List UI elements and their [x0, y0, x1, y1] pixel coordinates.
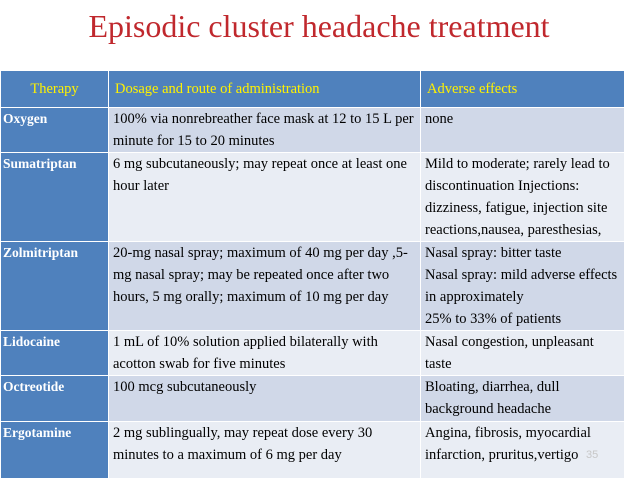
table-row: [1, 422, 625, 479]
therapy-cell: Octreotide: [1, 376, 109, 422]
header-adverse-effects: Adverse effects: [421, 71, 625, 108]
dosage-cell: 100% via nonrebreather face mask at 12 to 15 L per minute for 15 to 20 minutes: [109, 108, 421, 153]
table-row: [1, 376, 625, 422]
table-header-row: [1, 71, 625, 108]
adverse-effects-cell: Mild to moderate; rarely lead to discontinuation Injections: dizziness, fatigue, injection site reactions,nausea, paresthesias,: [421, 153, 625, 242]
treatment-table: [0, 70, 625, 479]
header-therapy: Therapy: [1, 71, 109, 108]
therapy-cell: Oxygen: [1, 108, 109, 153]
dosage-cell: 100 mcg subcutaneously: [109, 376, 421, 422]
dosage-cell: 1 mL of 10% solution applied bilaterally with acotton swab for five minutes: [109, 331, 421, 376]
dosage-cell: 6 mg subcutaneously; may repeat once at least one hour later: [109, 153, 421, 242]
slide-title: Episodic cluster headache treatment: [88, 8, 550, 44]
adverse-effects-cell: [421, 242, 625, 331]
adverse-effects-cell: Nasal congestion, unpleasant taste: [421, 331, 625, 376]
dosage-cell: 20-mg nasal spray; maximum of 40 mg per day ,5-mg nasal spray; may be repeated once after two hours, 5 mg orally; maximum of 10 mg per day: [109, 242, 421, 331]
adverse-effects-cell: Angina, fibrosis, myocardial infarction, pruritus,vertigo: [421, 422, 625, 479]
therapy-cell: Sumatriptan: [1, 153, 109, 242]
adverse-effect-line: 25% to 33% of patients: [425, 311, 562, 327]
dosage-cell: 2 mg sublingually, may repeat dose every 30 minutes to a maximum of 6 mg per day: [109, 422, 421, 479]
adverse-effects-cell: Bloating, diarrhea, dull background headache: [421, 376, 625, 422]
table-row: [1, 242, 625, 331]
table-row: [1, 153, 625, 242]
adverse-effect-line: Nasal spray: mild adverse effects in approximately: [425, 267, 618, 305]
adverse-effects-cell: none: [421, 108, 625, 153]
therapy-cell: Ergotamine: [1, 422, 109, 479]
adverse-effect-line: Nasal spray: bitter taste: [425, 245, 562, 261]
slide-number: 35: [586, 449, 599, 461]
therapy-cell: Zolmitriptan: [1, 242, 109, 331]
therapy-cell: Lidocaine: [1, 331, 109, 376]
table-row: [1, 108, 625, 153]
header-dosage: Dosage and route of administration: [109, 71, 421, 108]
table-row: [1, 331, 625, 376]
